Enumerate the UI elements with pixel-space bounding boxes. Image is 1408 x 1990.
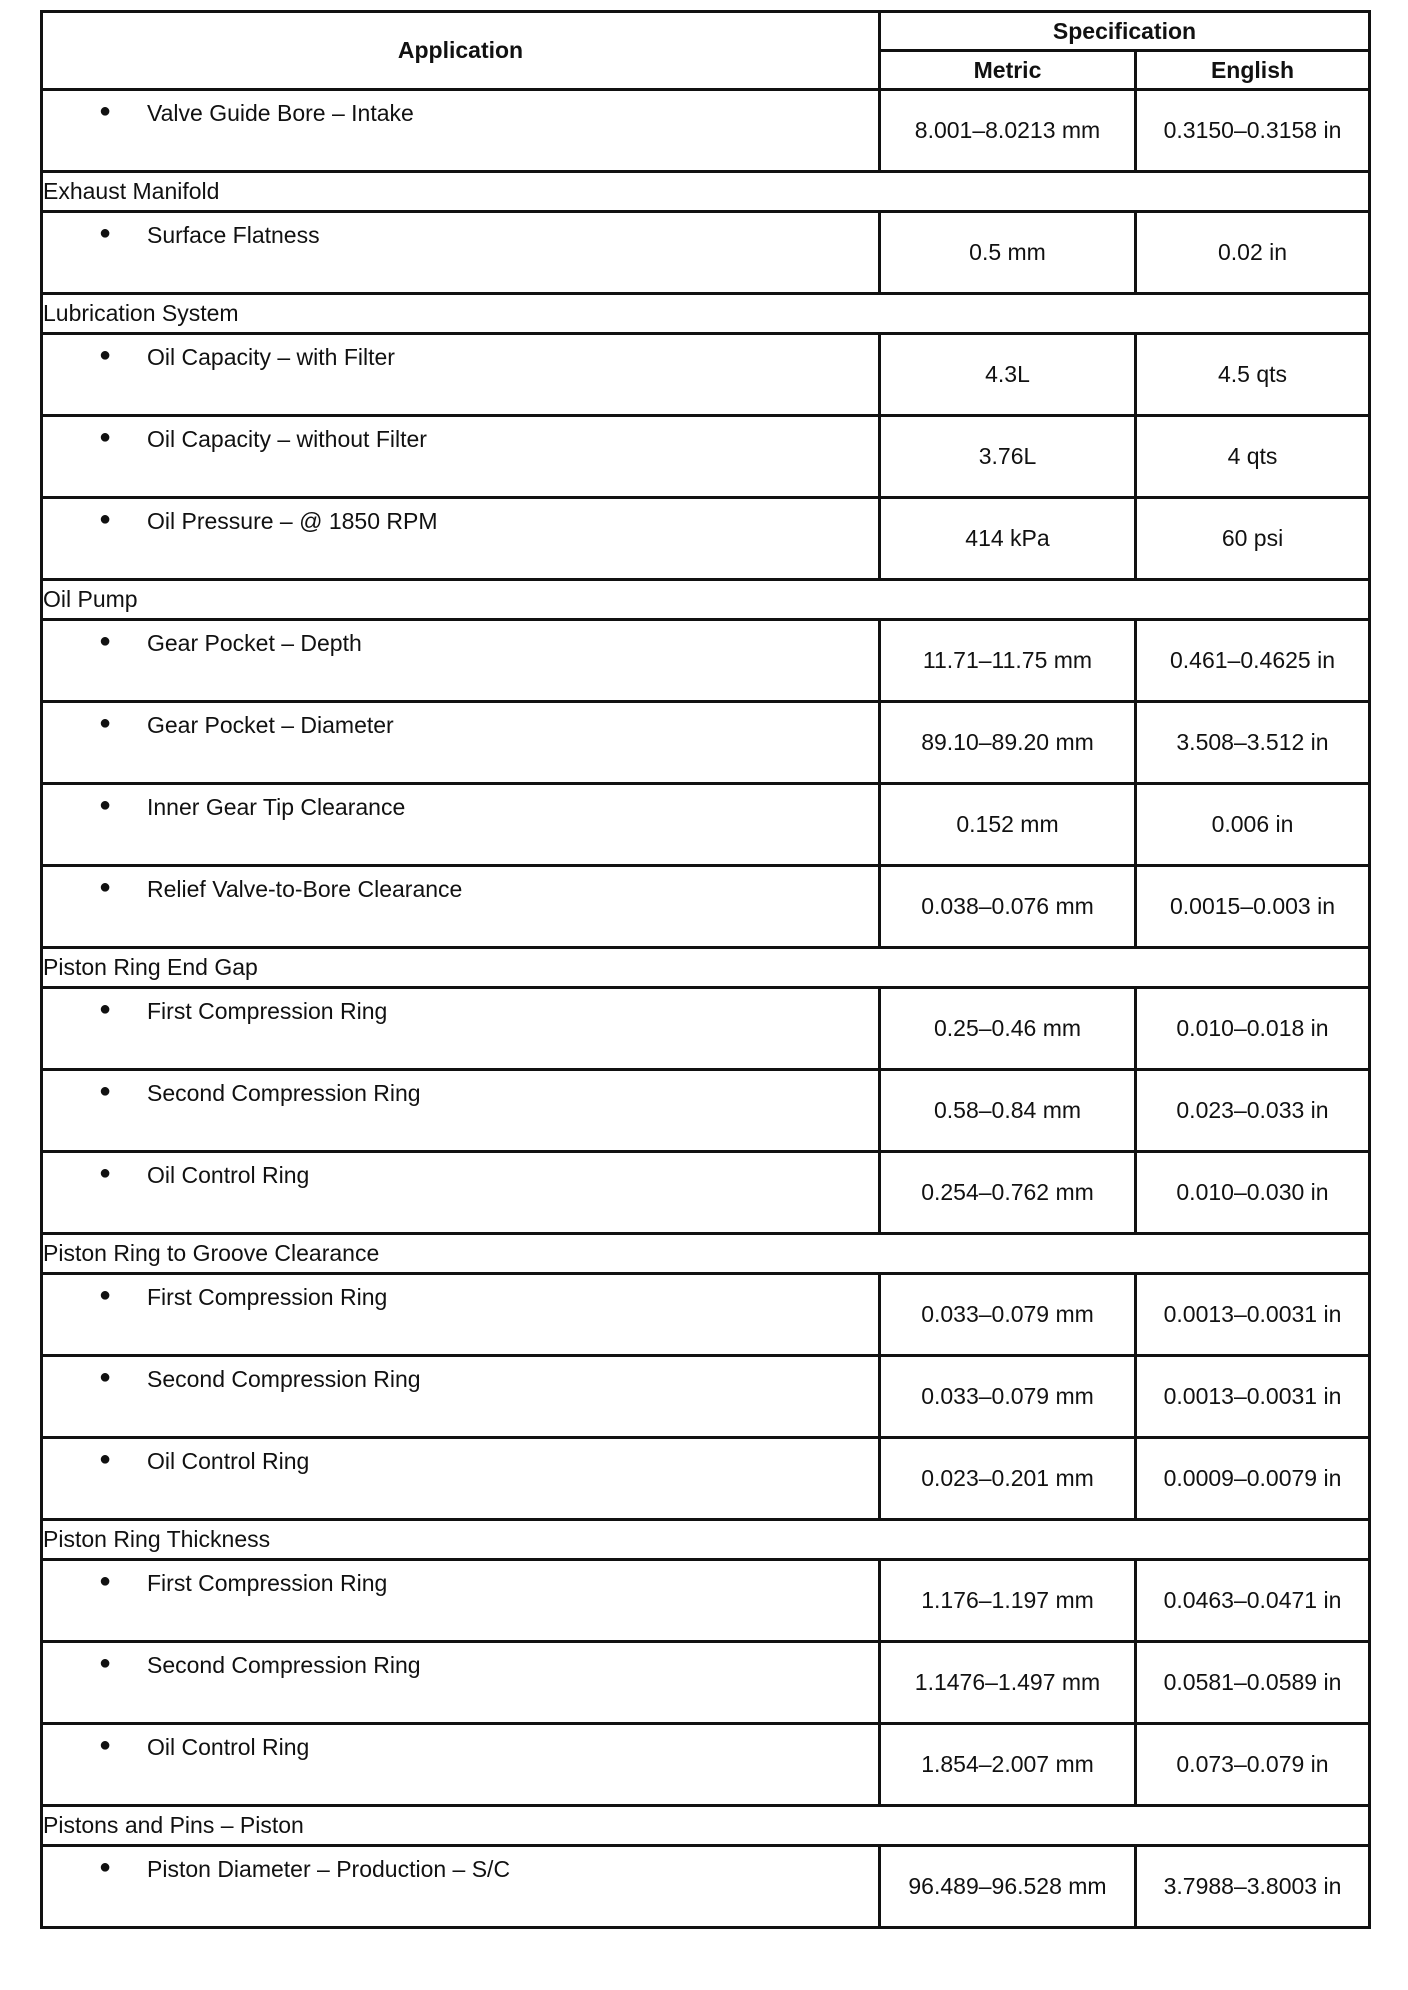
application-label: Second Compression Ring — [147, 1652, 421, 1678]
english-value: 4 qts — [1136, 416, 1370, 498]
section-title: Oil Pump — [42, 580, 1370, 620]
table-row — [42, 212, 1370, 294]
table-row — [42, 1438, 1370, 1520]
application-cell — [42, 1846, 880, 1928]
table-row — [42, 334, 1370, 416]
table-row — [42, 1070, 1370, 1152]
bullet-icon: ● — [99, 1366, 112, 1388]
table-row — [42, 1724, 1370, 1806]
section-row — [42, 172, 1370, 212]
application-cell — [42, 1560, 880, 1642]
application-label: First Compression Ring — [147, 998, 388, 1024]
english-value: 0.073–0.079 in — [1136, 1724, 1370, 1806]
bullet-icon: ● — [99, 876, 112, 898]
metric-value: 3.76L — [880, 416, 1136, 498]
section-row — [42, 294, 1370, 334]
application-label: Second Compression Ring — [147, 1366, 421, 1392]
metric-value: 96.489–96.528 mm — [880, 1846, 1136, 1928]
english-value: 0.010–0.018 in — [1136, 988, 1370, 1070]
english-value: 0.0009–0.0079 in — [1136, 1438, 1370, 1520]
bullet-icon: ● — [99, 712, 112, 734]
bullet-icon: ● — [99, 998, 112, 1020]
specification-header: Specification — [880, 12, 1370, 51]
application-label: Oil Control Ring — [147, 1734, 310, 1760]
bullet-icon: ● — [99, 222, 112, 244]
application-label: Second Compression Ring — [147, 1080, 421, 1106]
bullet-icon: ● — [99, 1448, 112, 1470]
bullet-icon: ● — [99, 1856, 112, 1878]
metric-value: 0.023–0.201 mm — [880, 1438, 1136, 1520]
application-cell — [42, 702, 880, 784]
application-label: Gear Pocket – Depth — [147, 630, 362, 656]
english-value: 0.0013–0.0031 in — [1136, 1274, 1370, 1356]
section-title: Exhaust Manifold — [42, 172, 1370, 212]
application-cell — [42, 1274, 880, 1356]
section-title: Lubrication System — [42, 294, 1370, 334]
english-value: 0.0581–0.0589 in — [1136, 1642, 1370, 1724]
section-title: Piston Ring Thickness — [42, 1520, 1370, 1560]
english-value: 0.461–0.4625 in — [1136, 620, 1370, 702]
application-label: Relief Valve-to-Bore Clearance — [147, 876, 463, 902]
metric-value: 1.176–1.197 mm — [880, 1560, 1136, 1642]
application-cell — [42, 988, 880, 1070]
metric-value: 414 kPa — [880, 498, 1136, 580]
bullet-icon: ● — [99, 1162, 112, 1184]
application-cell — [42, 90, 880, 172]
table-row — [42, 866, 1370, 948]
table-row — [42, 416, 1370, 498]
application-cell — [42, 784, 880, 866]
metric-header: Metric — [880, 51, 1136, 90]
application-label: Valve Guide Bore – Intake — [147, 100, 414, 126]
metric-value: 8.001–8.0213 mm — [880, 90, 1136, 172]
application-cell — [42, 1070, 880, 1152]
bullet-icon: ● — [99, 1284, 112, 1306]
application-cell — [42, 498, 880, 580]
section-row — [42, 1806, 1370, 1846]
section-row — [42, 1520, 1370, 1560]
metric-value: 0.152 mm — [880, 784, 1136, 866]
application-cell — [42, 1356, 880, 1438]
english-header: English — [1136, 51, 1370, 90]
application-label: Oil Control Ring — [147, 1162, 310, 1188]
section-title: Piston Ring End Gap — [42, 948, 1370, 988]
application-cell — [42, 212, 880, 294]
application-cell — [42, 1152, 880, 1234]
application-label: Piston Diameter – Production – S/C — [147, 1856, 511, 1882]
bullet-icon: ● — [99, 344, 112, 366]
english-value: 0.0013–0.0031 in — [1136, 1356, 1370, 1438]
metric-value: 0.25–0.46 mm — [880, 988, 1136, 1070]
english-value: 0.010–0.030 in — [1136, 1152, 1370, 1234]
metric-value: 0.033–0.079 mm — [880, 1356, 1136, 1438]
table-row — [42, 1642, 1370, 1724]
table-row — [42, 1356, 1370, 1438]
english-value: 0.02 in — [1136, 212, 1370, 294]
application-cell — [42, 334, 880, 416]
application-cell — [42, 1438, 880, 1520]
table-row — [42, 620, 1370, 702]
table-row — [42, 90, 1370, 172]
application-label: First Compression Ring — [147, 1570, 388, 1596]
english-value: 0.023–0.033 in — [1136, 1070, 1370, 1152]
specification-table — [40, 10, 1371, 1929]
bullet-icon: ● — [99, 1080, 112, 1102]
table-row — [42, 498, 1370, 580]
bullet-icon: ● — [99, 426, 112, 448]
bullet-icon: ● — [99, 100, 112, 122]
english-value: 0.006 in — [1136, 784, 1370, 866]
bullet-icon: ● — [99, 1734, 112, 1756]
english-value: 0.0463–0.0471 in — [1136, 1560, 1370, 1642]
metric-value: 0.5 mm — [880, 212, 1136, 294]
section-row — [42, 1234, 1370, 1274]
application-cell — [42, 1642, 880, 1724]
section-row — [42, 948, 1370, 988]
metric-value: 1.1476–1.497 mm — [880, 1642, 1136, 1724]
table-row — [42, 1274, 1370, 1356]
english-value: 0.0015–0.003 in — [1136, 866, 1370, 948]
table-row — [42, 1152, 1370, 1234]
section-title: Piston Ring to Groove Clearance — [42, 1234, 1370, 1274]
section-row — [42, 580, 1370, 620]
bullet-icon: ● — [99, 1570, 112, 1592]
bullet-icon: ● — [99, 508, 112, 530]
application-label: Surface Flatness — [147, 222, 320, 248]
metric-value: 0.038–0.076 mm — [880, 866, 1136, 948]
application-cell — [42, 1724, 880, 1806]
metric-value: 89.10–89.20 mm — [880, 702, 1136, 784]
english-value: 4.5 qts — [1136, 334, 1370, 416]
application-header: Application — [42, 12, 880, 90]
table-row — [42, 988, 1370, 1070]
metric-value: 0.58–0.84 mm — [880, 1070, 1136, 1152]
application-cell — [42, 416, 880, 498]
bullet-icon: ● — [99, 1652, 112, 1674]
application-label: First Compression Ring — [147, 1284, 388, 1310]
table-row — [42, 702, 1370, 784]
application-label: Gear Pocket – Diameter — [147, 712, 394, 738]
metric-value: 0.033–0.079 mm — [880, 1274, 1136, 1356]
application-label: Oil Control Ring — [147, 1448, 310, 1474]
bullet-icon: ● — [99, 630, 112, 652]
application-label: Oil Pressure – @ 1850 RPM — [147, 508, 438, 534]
table-row — [42, 1846, 1370, 1928]
metric-value: 4.3L — [880, 334, 1136, 416]
application-label: Oil Capacity – without Filter — [147, 426, 427, 452]
bullet-icon: ● — [99, 794, 112, 816]
section-title: Pistons and Pins – Piston — [42, 1806, 1370, 1846]
english-value: 3.508–3.512 in — [1136, 702, 1370, 784]
application-cell — [42, 620, 880, 702]
metric-value: 1.854–2.007 mm — [880, 1724, 1136, 1806]
application-cell — [42, 866, 880, 948]
english-value: 60 psi — [1136, 498, 1370, 580]
table-row — [42, 1560, 1370, 1642]
application-label: Oil Capacity – with Filter — [147, 344, 395, 370]
metric-value: 11.71–11.75 mm — [880, 620, 1136, 702]
english-value: 0.3150–0.3158 in — [1136, 90, 1370, 172]
metric-value: 0.254–0.762 mm — [880, 1152, 1136, 1234]
table-row — [42, 784, 1370, 866]
english-value: 3.7988–3.8003 in — [1136, 1846, 1370, 1928]
application-label: Inner Gear Tip Clearance — [147, 794, 406, 820]
